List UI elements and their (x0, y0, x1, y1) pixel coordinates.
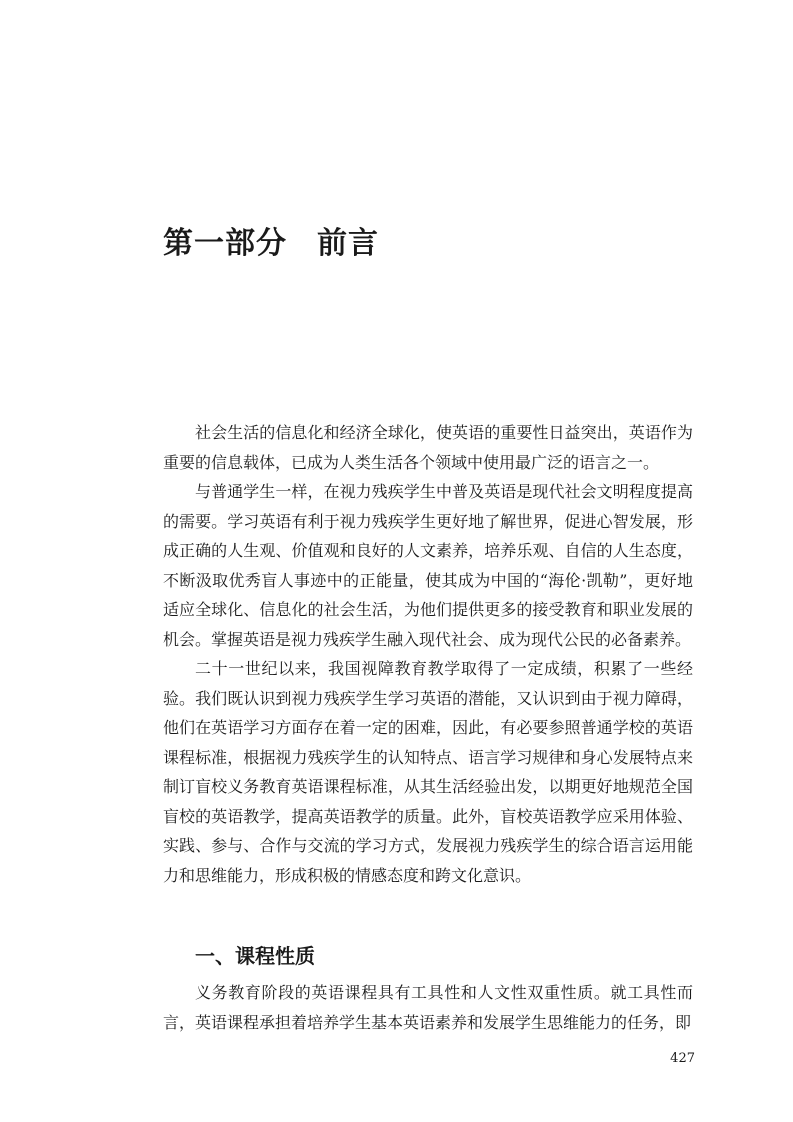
section-body (163, 978, 693, 1037)
part-title-name: 前言 (317, 226, 379, 261)
section-heading: 一、课程性质 (195, 944, 315, 968)
part-title (163, 222, 379, 266)
section-paragraph: 义务教育阶段的英语课程具有工具性和人文性双重性质。就工具性而言，英语课程承担着培养学生基本英语素养和发展学生思维能力的任务，即 (163, 983, 693, 1032)
page-number: 427 (670, 1051, 695, 1066)
paragraph-1: 社会生活的信息化和经济全球化，使英语的重要性日益突出，英语作为重要的信息载体，已成为人类生活各个领域中使用最广泛的语言之一。 (163, 423, 693, 472)
preface-body (163, 418, 693, 890)
paragraph-2: 与普通学生一样，在视力残疾学生中普及英语是现代社会文明程度提高的需要。学习英语有利于视力残疾学生更好地了解世界，促进心智发展，形成正确的人生观、价值观和良好的人文素养，培养乐观、自信的人生态度，不断汲取优秀盲人事迹中的正能量，使其成为中国的“海伦·凯勒”，更好地适应全球化、信息化的社会生活，为他们提供更多的接受教育和职业发展的机会。掌握英语是视力残疾学生融入现代社会、成为现代公民的必备素养。 (163, 482, 693, 649)
paragraph-3: 二十一世纪以来，我国视障教育教学取得了一定成绩，积累了一些经验。我们既认识到视力残疾学生学习英语的潜能，又认识到由于视力障碍，他们在英语学习方面存在着一定的困难，因此，有必要参照普通学校的英语课程标准，根据视力残疾学生的认知特点、语言学习规律和身心发展特点来制订盲校义务教育英语课程标准，从其生活经验出发，以期更好地规范全国盲校的英语教学，提高英语教学的质量。此外，盲校英语教学应采用体验、实践、参与、合作与交流的学习方式，发展视力残疾学生的综合语言运用能力和思维能力，形成积极的情感态度和跨文化意识。 (163, 659, 693, 885)
part-title-number: 第一部分 (163, 226, 287, 261)
